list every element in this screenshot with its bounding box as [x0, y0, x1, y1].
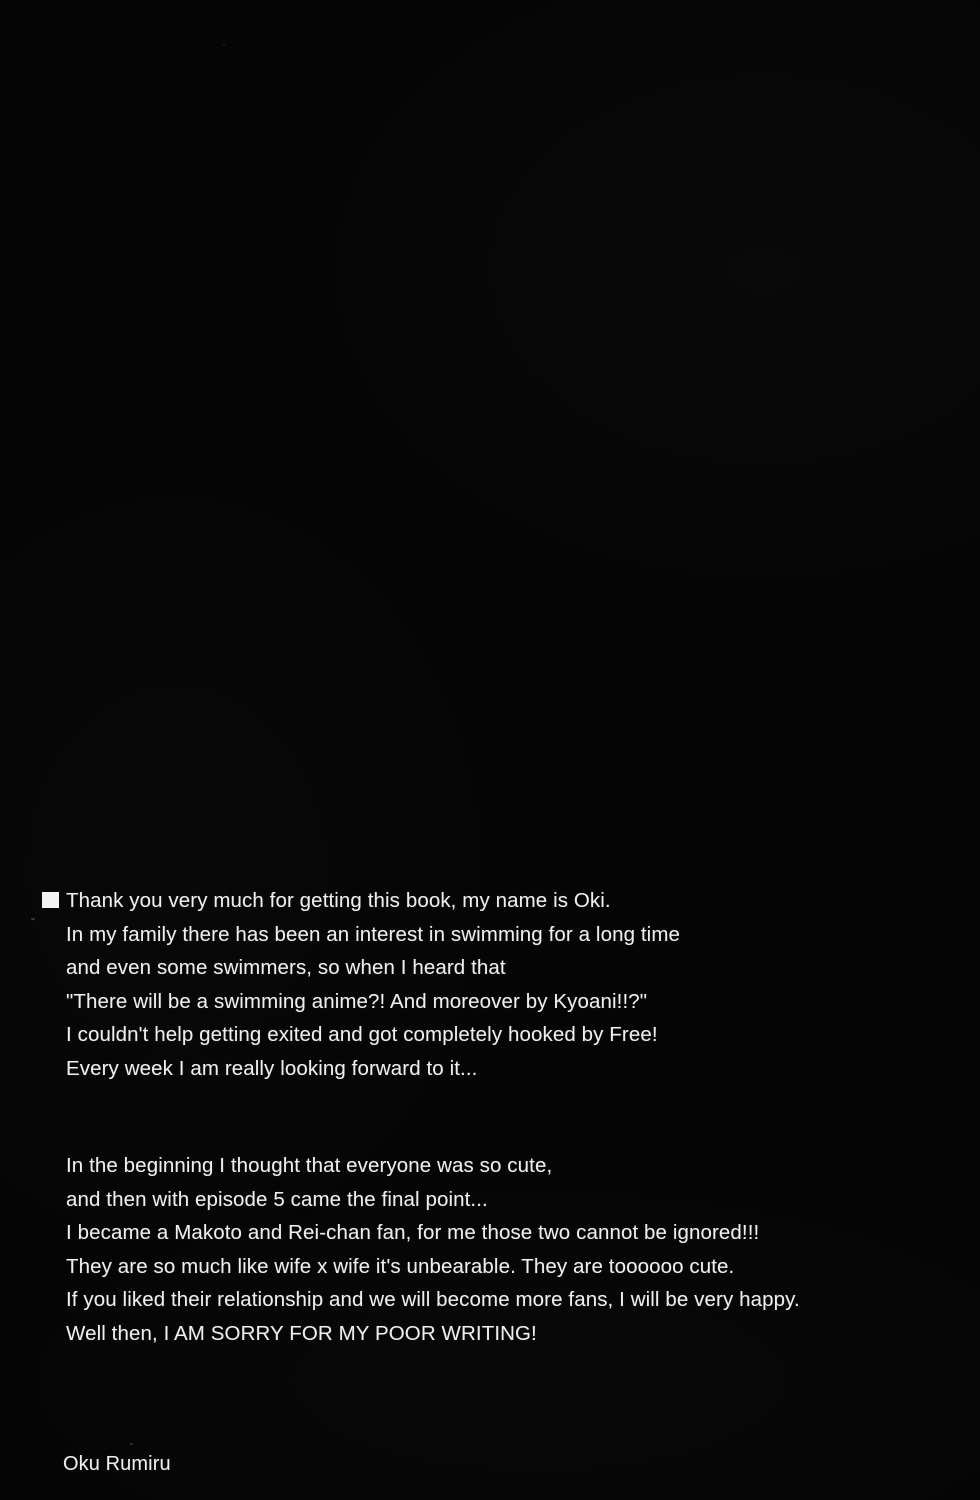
afterword-line: In the beginning I thought that everyone was so cute, — [66, 1154, 553, 1177]
afterword-line: "There will be a swimming anime?! And moreover by Kyoani!!?" — [66, 989, 648, 1013]
afterword-paragraph-1 — [66, 884, 800, 1085]
afterword-line: and even some swimmers, so when I heard that — [66, 956, 506, 979]
afterword-line: Thank you very much for getting this book, my name is Oki. — [66, 889, 611, 912]
afterword-line: If you liked their relationship and we will become more fans, I will be very happy. — [66, 1288, 800, 1311]
square-bullet-icon — [42, 892, 59, 908]
afterword-line: Well then, I AM SORRY FOR MY POOR WRITING! — [66, 1321, 537, 1345]
afterword-line: They are so much like wife x wife it's unbearable. They are toooooo cute. — [66, 1254, 735, 1278]
afterword-line: Every week I am really looking forward to it... — [66, 1056, 478, 1080]
author-signature: Oku Rumiru — [63, 1453, 171, 1475]
afterword-paragraph-2 — [66, 1149, 800, 1350]
afterword-line: In my family there has been an interest in swimming for a long time — [66, 922, 680, 946]
afterword-line: I became a Makoto and Rei-chan fan, for me those two cannot be ignored!!! — [66, 1221, 760, 1244]
scan-speck — [223, 44, 225, 46]
afterword-line: I couldn't help getting exited and got completely hooked by Free! — [66, 1023, 658, 1046]
afterword-line: and then with episode 5 came the final point... — [66, 1187, 488, 1211]
afterword-text-block — [63, 884, 800, 1482]
scan-speck — [31, 918, 35, 920]
